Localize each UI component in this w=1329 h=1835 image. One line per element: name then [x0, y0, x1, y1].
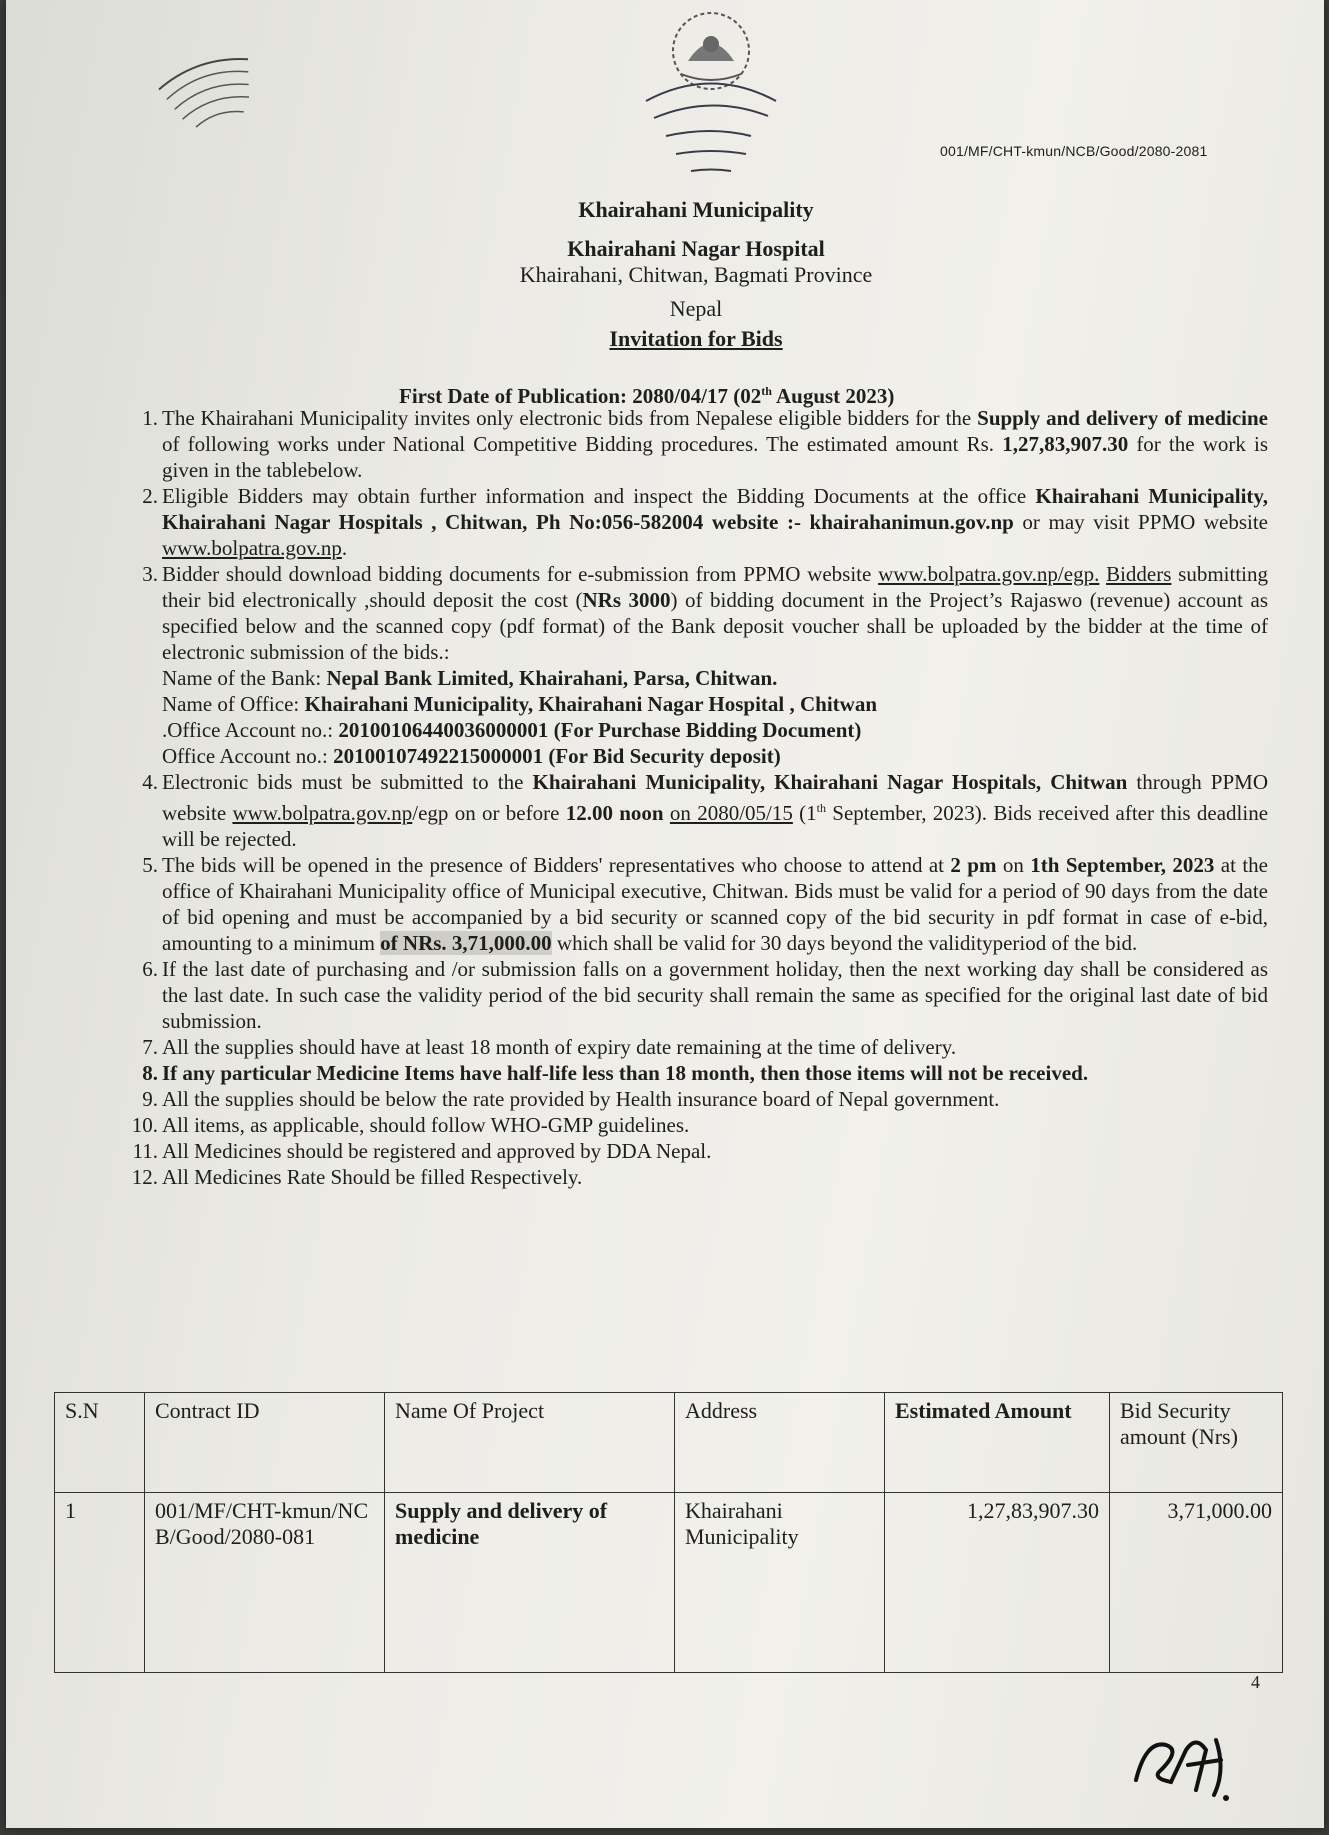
- document-title: Invitation for Bids: [609, 326, 783, 351]
- document-page: [6, 0, 1324, 1828]
- nepal-emblem-stamp: [626, 6, 796, 186]
- handwritten-signature: [1126, 1720, 1246, 1810]
- item-number: 2.: [142, 484, 158, 508]
- account-line-1: .Office Account no.: 20100106440036000001 (For Purchase Bidding Document): [162, 718, 862, 742]
- list-item: 2. Eligible Bidders may obtain further information and inspect the Bidding Documents at the office Khairahani Municipality, Khairahani Nagar Hospitals , Chitwan, Ph No:056-582004 website :- khairahanimun.gov.np or may visit PPMO website www.bolpatra.gov.np.: [98, 483, 1268, 561]
- item-number: 4.: [142, 770, 158, 794]
- country-line: Nepal: [669, 296, 723, 321]
- list-item: 4. Electronic bids must be submitted to the Khairahani Municipality, Khairahani Nagar Hospitals, Chitwan through PPMO website www.bolpatra.gov.np/egp on or before 12.00 noon on 2080/05/15 (1th September, 2023). Bids received after this deadline will be rejected.: [98, 769, 1268, 852]
- list-item: 6. If the last date of purchasing and /or submission falls on a government holiday, then the next working day shall be considered as the last date. In such case the validity period of the bid security shall remain the same as specified for the original last date of bid submission.: [98, 956, 1268, 1034]
- cell-sn: 1: [55, 1493, 145, 1673]
- bid-conditions-list: [98, 405, 1268, 1190]
- header-project-name: Name Of Project: [385, 1393, 675, 1493]
- list-item: 12. All Medicines Rate Should be filled Respectively.: [98, 1164, 1268, 1190]
- cell-bid-security: 3,71,000.00: [1110, 1493, 1283, 1673]
- hospital-name: Khairahani Nagar Hospital: [567, 236, 825, 261]
- office-name-line: Name of Office: Khairahani Municipality, Khairahani Nagar Hospital , Chitwan: [162, 692, 878, 716]
- item-number: 8.: [142, 1061, 158, 1085]
- bolpatra-egp-link[interactable]: www.bolpatra.gov.np/egp.: [878, 562, 1100, 586]
- bolpatra-link[interactable]: www.bolpatra.gov.np: [162, 536, 342, 560]
- cell-project-name: Supply and delivery of medicine: [385, 1493, 675, 1673]
- municipal-office-stamp: [147, 43, 274, 146]
- item-number: 1.: [142, 406, 158, 430]
- table-header-row: [55, 1393, 1283, 1493]
- header-contract-id: Contract ID: [145, 1393, 385, 1493]
- municipality-name: Khairahani Municipality: [578, 197, 814, 222]
- header-address: Address: [675, 1393, 885, 1493]
- item-number: 5.: [142, 853, 158, 877]
- item-number: 7.: [142, 1035, 158, 1059]
- list-item: 9. All the supplies should be below the rate provided by Health insurance board of Nepal government.: [98, 1086, 1268, 1112]
- cell-estimated-amount: 1,27,83,907.30: [885, 1493, 1110, 1673]
- item-number: 6.: [142, 957, 158, 981]
- list-item: 11. All Medicines should be registered and approved by DDA Nepal.: [98, 1138, 1268, 1164]
- address-line: Khairahani, Chitwan, Bagmati Province: [519, 262, 873, 287]
- contract-table: [54, 1392, 1283, 1673]
- cell-address: Khairahani Municipality: [675, 1493, 885, 1673]
- header-bid-security: Bid Security amount (Nrs): [1110, 1393, 1283, 1493]
- reference-number: 001/MF/CHT-kmun/NCB/Good/2080-2081: [940, 143, 1208, 159]
- list-item: 5. The bids will be opened in the presence of Bidders' representatives who choose to attend at 2 pm on 1th September, 2023 at the office of Khairahani Municipality office of Municipal executive, Chitwan. Bids must be valid for a period of 90 days from the date of bid opening and must be accompanied by a bid security or scanned copy of the bid security in pdf format in case of e-bid, amounting to a minimum of NRs. 3,71,000.00 which shall be valid for 30 days beyond the validityperiod of the bid.: [98, 852, 1268, 956]
- cell-contract-id: 001/MF/CHT-kmun/NCB/Good/2080-081: [145, 1493, 385, 1673]
- page-number: 4: [1251, 1672, 1260, 1692]
- publication-date: First Date of Publication: 2080/04/17 (02th August 2023): [399, 384, 895, 408]
- header-estimated-amount: Estimated Amount: [885, 1393, 1110, 1493]
- bank-name-line: Name of the Bank: Nepal Bank Limited, Khairahani, Parsa, Chitwan.: [162, 666, 778, 690]
- list-item: 1. The Khairahani Municipality invites only electronic bids from Nepalese eligible bidders for the Supply and delivery of medicine of following works under National Competitive Bidding procedures. The estimated amount Rs. 1,27,83,907.30 for the work is given in the tablebelow.: [98, 405, 1268, 483]
- list-item: 3. Bidder should download bidding documents for e-submission from PPMO website www.bolpatra.gov.np/egp. Bidders submitting their bid electronically ,should deposit the cost (NRs 3000) of bidding document in the Project’s Rajaswo (revenue) account as specified below and the scanned copy (pdf format) of the Bank deposit voucher shall be uploaded by the bidder at the time of electronic submission of the bids.: Name of the Bank: Nepal Bank Limited, Khairahani, Parsa, Chitwan. Name of Office: Khairahani Municipality, Khairahani Nagar Hospital , Chitwan .Office Account no.: 20100106440036000001 (For Purchase Bidding Document) Office Account no.: 20100107492215000001 (For Bid Security deposit): [98, 561, 1268, 769]
- item-number: 11.: [132, 1139, 158, 1163]
- header-sn: S.N: [55, 1393, 145, 1493]
- item-number: 9.: [142, 1087, 158, 1111]
- list-item: 10. All items, as applicable, should follow WHO-GMP guidelines.: [98, 1112, 1268, 1138]
- item-number: 10.: [131, 1113, 158, 1137]
- bolpatra-link[interactable]: www.bolpatra.gov.np: [232, 801, 413, 825]
- account-line-2: Office Account no.: 20100107492215000001 (For Bid Security deposit): [162, 744, 781, 768]
- list-item: 7. All the supplies should have at least 18 month of expiry date remaining at the time of delivery.: [98, 1034, 1268, 1060]
- item-number: 3.: [142, 562, 158, 586]
- table-row: [55, 1493, 1283, 1673]
- item-number: 12.: [131, 1165, 158, 1189]
- list-item: 8. If any particular Medicine Items have half-life less than 18 month, then those items will not be received.: [98, 1060, 1268, 1086]
